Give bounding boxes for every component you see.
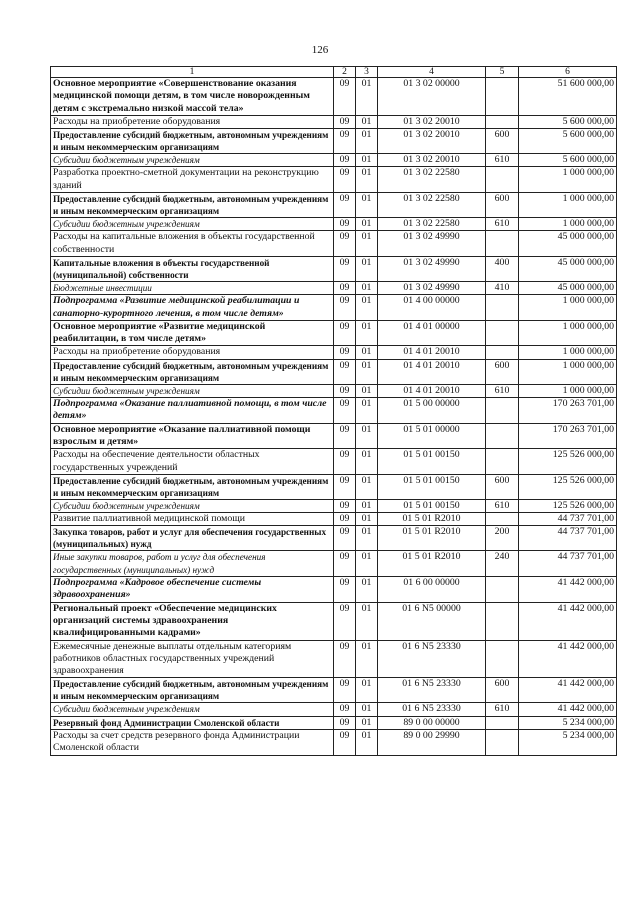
section-code-cell: 09 (334, 193, 356, 218)
item-name-cell: Развитие паллиативной медицинской помощи (51, 513, 334, 526)
item-name-cell: Иные закупки товаров, работ и услуг для обеспечения государственных (муниципальных) нужд (51, 551, 334, 577)
section-code-cell: 09 (334, 398, 356, 424)
expense-type-cell: 610 (486, 218, 519, 231)
item-name-cell: Закупка товаров, работ и услуг для обеспечения государственных (муниципальных) нужд (51, 526, 334, 551)
target-article-cell: 01 6 N5 23330 (378, 640, 486, 678)
target-article-cell: 01 5 01 R2010 (378, 551, 486, 577)
subsection-code-cell: 01 (356, 729, 378, 755)
table-row (51, 526, 617, 551)
section-code-cell: 09 (334, 678, 356, 703)
target-article-cell: 01 4 01 20010 (378, 359, 486, 384)
table-row (51, 716, 617, 729)
amount-cell: 1 000 000,00 (519, 384, 617, 397)
target-article-cell: 89 0 00 29990 (378, 729, 486, 755)
subsection-code-cell: 01 (356, 193, 378, 218)
target-article-cell: 01 5 01 R2010 (378, 513, 486, 526)
section-code-cell: 09 (334, 640, 356, 678)
subsection-code-cell: 01 (356, 231, 378, 257)
section-code-cell: 09 (334, 78, 356, 116)
subsection-code-cell: 01 (356, 78, 378, 116)
amount-cell: 45 000 000,00 (519, 231, 617, 257)
budget-table (50, 66, 617, 756)
section-code-cell: 09 (334, 218, 356, 231)
target-article-cell: 01 4 01 20010 (378, 346, 486, 359)
target-article-cell: 01 6 00 00000 (378, 577, 486, 603)
expense-type-cell: 600 (486, 474, 519, 499)
subsection-code-cell: 01 (356, 129, 378, 154)
table-row (51, 398, 617, 424)
item-name-cell: Основное мероприятие «Развитие медицинской реабилитации, в том числе детям» (51, 320, 334, 346)
target-article-cell: 01 6 N5 23330 (378, 678, 486, 703)
item-name-cell: Подпрограмма «Развитие медицинской реабилитации и санаторно-курортного лечения, в том числе детям» (51, 295, 334, 321)
amount-cell: 41 442 000,00 (519, 703, 617, 716)
section-code-cell: 09 (334, 256, 356, 281)
table-row (51, 474, 617, 499)
item-name-cell: Субсидии бюджетным учреждениям (51, 703, 334, 716)
target-article-cell: 01 3 02 22580 (378, 167, 486, 193)
amount-cell: 45 000 000,00 (519, 281, 617, 294)
expense-type-cell: 600 (486, 129, 519, 154)
target-article-cell: 01 5 01 00150 (378, 449, 486, 475)
section-code-cell: 09 (334, 526, 356, 551)
item-name-cell: Расходы на обеспечение деятельности областных государственных учреждений (51, 449, 334, 475)
subsection-code-cell: 01 (356, 716, 378, 729)
amount-cell: 51 600 000,00 (519, 78, 617, 116)
amount-cell: 1 000 000,00 (519, 320, 617, 346)
item-name-cell: Предоставление субсидий бюджетным, автономным учреждениям и иным некоммерческим организациям (51, 129, 334, 154)
target-article-cell: 01 3 02 49990 (378, 281, 486, 294)
section-code-cell: 09 (334, 423, 356, 449)
amount-cell: 1 000 000,00 (519, 346, 617, 359)
target-article-cell: 01 3 02 20010 (378, 115, 486, 128)
expense-type-cell (486, 78, 519, 116)
target-article-cell: 01 5 01 00150 (378, 474, 486, 499)
subsection-code-cell: 01 (356, 115, 378, 128)
amount-cell: 41 442 000,00 (519, 577, 617, 603)
amount-cell: 125 526 000,00 (519, 474, 617, 499)
target-article-cell: 01 5 00 00000 (378, 398, 486, 424)
table-row (51, 577, 617, 603)
target-article-cell: 89 0 00 00000 (378, 716, 486, 729)
item-name-cell: Субсидии бюджетным учреждениям (51, 384, 334, 397)
section-code-cell: 09 (334, 602, 356, 640)
amount-cell: 125 526 000,00 (519, 499, 617, 512)
table-row (51, 281, 617, 294)
expense-type-cell (486, 602, 519, 640)
table-row (51, 703, 617, 716)
amount-cell: 41 442 000,00 (519, 678, 617, 703)
header-cell-4: 4 (378, 67, 486, 78)
section-code-cell: 09 (334, 281, 356, 294)
amount-cell: 1 000 000,00 (519, 359, 617, 384)
subsection-code-cell: 01 (356, 499, 378, 512)
subsection-code-cell: 01 (356, 551, 378, 577)
amount-cell: 1 000 000,00 (519, 295, 617, 321)
section-code-cell: 09 (334, 129, 356, 154)
item-name-cell: Расходы за счет средств резервного фонда Администрации Смоленской области (51, 729, 334, 755)
section-code-cell: 09 (334, 474, 356, 499)
table-body (51, 78, 617, 756)
expense-type-cell: 610 (486, 384, 519, 397)
amount-cell: 1 000 000,00 (519, 193, 617, 218)
amount-cell: 5 234 000,00 (519, 729, 617, 755)
item-name-cell: Предоставление субсидий бюджетным, автономным учреждениям и иным некоммерческим организациям (51, 474, 334, 499)
table-row (51, 384, 617, 397)
expense-type-cell: 600 (486, 678, 519, 703)
item-name-cell: Субсидии бюджетным учреждениям (51, 499, 334, 512)
target-article-cell: 01 3 02 22580 (378, 193, 486, 218)
target-article-cell: 01 3 02 22580 (378, 218, 486, 231)
target-article-cell: 01 4 01 00000 (378, 320, 486, 346)
amount-cell: 41 442 000,00 (519, 602, 617, 640)
table-row (51, 346, 617, 359)
subsection-code-cell: 01 (356, 281, 378, 294)
amount-cell: 5 600 000,00 (519, 129, 617, 154)
expense-type-cell (486, 729, 519, 755)
item-name-cell: Подпрограмма «Кадровое обеспечение системы здравоохранения» (51, 577, 334, 603)
amount-cell: 5 600 000,00 (519, 154, 617, 167)
table-row (51, 129, 617, 154)
subsection-code-cell: 01 (356, 423, 378, 449)
item-name-cell: Ежемесячные денежные выплаты отдельным категориям работников областных государственных учреждений здравоохранения (51, 640, 334, 678)
section-code-cell: 09 (334, 154, 356, 167)
subsection-code-cell: 01 (356, 346, 378, 359)
target-article-cell: 01 5 01 00000 (378, 423, 486, 449)
section-code-cell: 09 (334, 231, 356, 257)
subsection-code-cell: 01 (356, 167, 378, 193)
item-name-cell: Региональный проект «Обеспечение медицинских организаций системы здравоохранения квалифицированными кадрами» (51, 602, 334, 640)
target-article-cell: 01 3 02 49990 (378, 256, 486, 281)
amount-cell: 170 263 701,00 (519, 423, 617, 449)
header-cell-3: 3 (356, 67, 378, 78)
item-name-cell: Расходы на приобретение оборудования (51, 346, 334, 359)
header-cell-6: 6 (519, 67, 617, 78)
table-row (51, 167, 617, 193)
expense-type-cell: 410 (486, 281, 519, 294)
amount-cell: 5 600 000,00 (519, 115, 617, 128)
subsection-code-cell: 01 (356, 154, 378, 167)
item-name-cell: Капитальные вложения в объекты государственной (муниципальной) собственности (51, 256, 334, 281)
amount-cell: 5 234 000,00 (519, 716, 617, 729)
section-code-cell: 09 (334, 115, 356, 128)
section-code-cell: 09 (334, 449, 356, 475)
section-code-cell: 09 (334, 577, 356, 603)
table-row (51, 640, 617, 678)
table-row (51, 499, 617, 512)
table-row (51, 320, 617, 346)
table-row (51, 423, 617, 449)
table-row (51, 218, 617, 231)
table-row (51, 602, 617, 640)
subsection-code-cell: 01 (356, 449, 378, 475)
amount-cell: 45 000 000,00 (519, 256, 617, 281)
item-name-cell: Основное мероприятие «Совершенствование оказания медицинской помощи детям, в том числе новорожденным детям с экстремально низкой массой тела» (51, 78, 334, 116)
item-name-cell: Расходы на капитальные вложения в объекты государственной собственности (51, 231, 334, 257)
table-row (51, 154, 617, 167)
subsection-code-cell: 01 (356, 640, 378, 678)
amount-cell: 1 000 000,00 (519, 167, 617, 193)
section-code-cell: 09 (334, 295, 356, 321)
subsection-code-cell: 01 (356, 359, 378, 384)
subsection-code-cell: 01 (356, 513, 378, 526)
subsection-code-cell: 01 (356, 256, 378, 281)
section-code-cell: 09 (334, 551, 356, 577)
target-article-cell: 01 4 01 20010 (378, 384, 486, 397)
section-code-cell: 09 (334, 499, 356, 512)
item-name-cell: Предоставление субсидий бюджетным, автономным учреждениям и иным некоммерческим организациям (51, 678, 334, 703)
target-article-cell: 01 6 N5 23330 (378, 703, 486, 716)
amount-cell: 170 263 701,00 (519, 398, 617, 424)
expense-type-cell (486, 577, 519, 603)
expense-type-cell (486, 640, 519, 678)
expense-type-cell (486, 346, 519, 359)
header-row (51, 67, 617, 78)
target-article-cell: 01 5 01 R2010 (378, 526, 486, 551)
amount-cell: 1 000 000,00 (519, 218, 617, 231)
expense-type-cell (486, 449, 519, 475)
expense-type-cell: 600 (486, 193, 519, 218)
expense-type-cell: 200 (486, 526, 519, 551)
subsection-code-cell: 01 (356, 384, 378, 397)
table-row (51, 729, 617, 755)
item-name-cell: Субсидии бюджетным учреждениям (51, 218, 334, 231)
item-name-cell: Бюджетные инвестиции (51, 281, 334, 294)
target-article-cell: 01 3 02 49990 (378, 231, 486, 257)
expense-type-cell (486, 513, 519, 526)
item-name-cell: Субсидии бюджетным учреждениям (51, 154, 334, 167)
table-row (51, 193, 617, 218)
item-name-cell: Подпрограмма «Оказание паллиативной помощи, в том числе детям» (51, 398, 334, 424)
section-code-cell: 09 (334, 167, 356, 193)
item-name-cell: Основное мероприятие «Оказание паллиативной помощи взрослым и детям» (51, 423, 334, 449)
item-name-cell: Предоставление субсидий бюджетным, автономным учреждениям и иным некоммерческим организациям (51, 193, 334, 218)
expense-type-cell (486, 231, 519, 257)
subsection-code-cell: 01 (356, 577, 378, 603)
expense-type-cell (486, 295, 519, 321)
page-number: 126 (311, 44, 329, 56)
expense-type-cell: 240 (486, 551, 519, 577)
expense-type-cell: 610 (486, 703, 519, 716)
section-code-cell: 09 (334, 359, 356, 384)
amount-cell: 44 737 701,00 (519, 513, 617, 526)
subsection-code-cell: 01 (356, 398, 378, 424)
table-row (51, 295, 617, 321)
section-code-cell: 09 (334, 513, 356, 526)
target-article-cell: 01 3 02 00000 (378, 78, 486, 116)
subsection-code-cell: 01 (356, 602, 378, 640)
target-article-cell: 01 4 00 00000 (378, 295, 486, 321)
table-row (51, 551, 617, 577)
expense-type-cell (486, 716, 519, 729)
subsection-code-cell: 01 (356, 703, 378, 716)
table-row (51, 449, 617, 475)
subsection-code-cell: 01 (356, 678, 378, 703)
header-cell-5: 5 (486, 67, 519, 78)
table-row (51, 678, 617, 703)
expense-type-cell (486, 167, 519, 193)
expense-type-cell: 400 (486, 256, 519, 281)
expense-type-cell (486, 423, 519, 449)
subsection-code-cell: 01 (356, 320, 378, 346)
section-code-cell: 09 (334, 716, 356, 729)
expense-type-cell: 610 (486, 154, 519, 167)
target-article-cell: 01 6 N5 00000 (378, 602, 486, 640)
expense-type-cell: 600 (486, 359, 519, 384)
target-article-cell: 01 3 02 20010 (378, 129, 486, 154)
table-row (51, 231, 617, 257)
item-name-cell: Разработка проектно-сметной документации на реконструкцию зданий (51, 167, 334, 193)
section-code-cell: 09 (334, 346, 356, 359)
subsection-code-cell: 01 (356, 526, 378, 551)
expense-type-cell: 610 (486, 499, 519, 512)
header-cell-1: 1 (51, 67, 334, 78)
amount-cell: 44 737 701,00 (519, 526, 617, 551)
table-row (51, 359, 617, 384)
header-cell-2: 2 (334, 67, 356, 78)
table-row (51, 78, 617, 116)
subsection-code-cell: 01 (356, 295, 378, 321)
table-header (51, 67, 617, 78)
subsection-code-cell: 01 (356, 218, 378, 231)
item-name-cell: Предоставление субсидий бюджетным, автономным учреждениям и иным некоммерческим организациям (51, 359, 334, 384)
subsection-code-cell: 01 (356, 474, 378, 499)
expense-type-cell (486, 320, 519, 346)
section-code-cell: 09 (334, 703, 356, 716)
table-row (51, 513, 617, 526)
expense-type-cell (486, 398, 519, 424)
table-row (51, 115, 617, 128)
section-code-cell: 09 (334, 729, 356, 755)
section-code-cell: 09 (334, 320, 356, 346)
amount-cell: 41 442 000,00 (519, 640, 617, 678)
section-code-cell: 09 (334, 384, 356, 397)
target-article-cell: 01 5 01 00150 (378, 499, 486, 512)
target-article-cell: 01 3 02 20010 (378, 154, 486, 167)
amount-cell: 44 737 701,00 (519, 551, 617, 577)
item-name-cell: Резервный фонд Администрации Смоленской области (51, 716, 334, 729)
table-row (51, 256, 617, 281)
amount-cell: 125 526 000,00 (519, 449, 617, 475)
item-name-cell: Расходы на приобретение оборудования (51, 115, 334, 128)
expense-type-cell (486, 115, 519, 128)
